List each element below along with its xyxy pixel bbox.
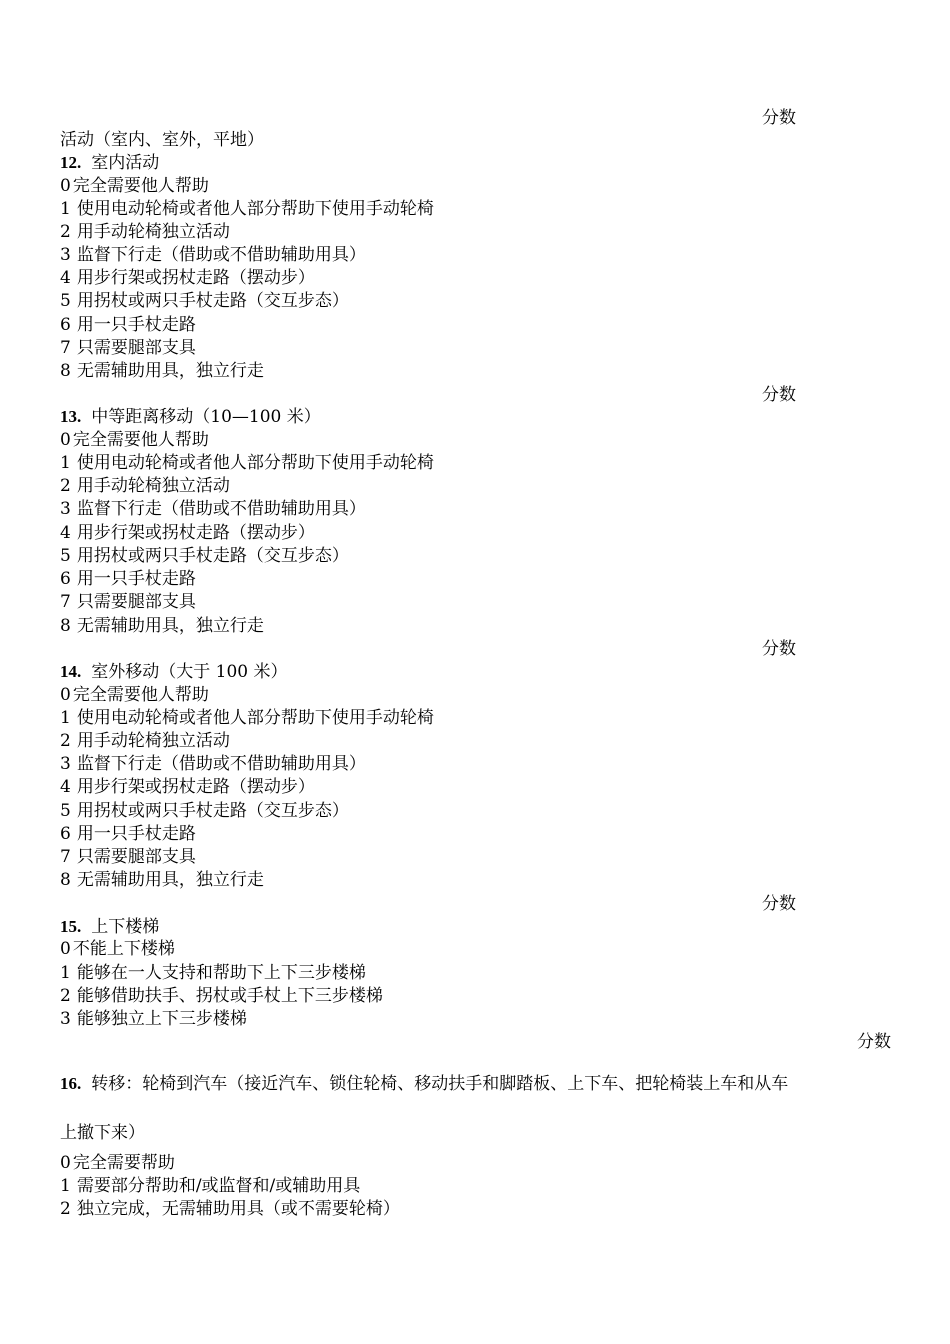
item-value: 5: [60, 801, 71, 821]
list-item: [60, 337, 196, 359]
section-title: 室内活动: [91, 153, 160, 173]
list-item: [60, 498, 366, 520]
section-title: 室外移动（大于 100 米）: [91, 662, 288, 682]
item-text: 需要部分帮助和/或监督和/或辅助用具: [76, 1176, 361, 1196]
list-item: [60, 684, 209, 706]
score-label: 分数: [762, 894, 796, 914]
score-label: 分数: [762, 108, 796, 128]
item-text: 无需辅助用具，独立行走: [76, 616, 264, 636]
item-text: 监督下行走（借助或不借助辅助用具）: [76, 245, 366, 265]
list-item: [60, 1175, 360, 1197]
item-value: 7: [60, 338, 71, 358]
section-number: 15.: [60, 917, 82, 936]
item-value: 1: [60, 453, 71, 473]
item-text: 无需辅助用具，独立行走: [76, 361, 264, 381]
section-title-continuation: 上撤下来）: [60, 1123, 145, 1143]
item-value: 7: [60, 592, 71, 612]
section-title: 上下楼梯: [91, 917, 160, 937]
list-item: [60, 1152, 175, 1174]
item-text: 用手动轮椅独立活动: [76, 222, 230, 242]
item-value: 6: [60, 315, 71, 335]
item-value: 6: [60, 569, 71, 589]
item-value: 1: [60, 1176, 71, 1196]
list-item: [60, 753, 366, 775]
item-value: 1: [60, 199, 71, 219]
list-item: [60, 221, 230, 243]
list-item: [60, 938, 175, 960]
list-item: [60, 846, 196, 868]
item-value: 1: [60, 963, 71, 983]
list-item: [60, 869, 264, 891]
item-text: 用拐杖或两只手杖走路（交互步态）: [76, 801, 349, 821]
item-text: 使用电动轮椅或者他人部分帮助下使用手动轮椅: [76, 708, 434, 728]
item-text: 用步行架或拐杖走路（摆动步）: [76, 268, 315, 288]
item-value: 2: [60, 1199, 71, 1219]
item-value: 0: [60, 939, 71, 959]
item-value: 3: [60, 754, 71, 774]
list-item: [60, 314, 196, 336]
list-item: [60, 1008, 247, 1030]
list-item: [60, 962, 366, 984]
item-text: 只需要腿部支具: [76, 847, 196, 867]
section-heading: [60, 152, 159, 174]
item-text: 使用电动轮椅或者他人部分帮助下使用手动轮椅: [76, 453, 434, 473]
item-text: 用一只手杖走路: [76, 569, 196, 589]
section-heading: [60, 661, 288, 683]
item-value: 7: [60, 847, 71, 867]
item-value: 5: [60, 546, 71, 566]
item-value: 8: [60, 616, 71, 636]
item-text: 监督下行走（借助或不借助辅助用具）: [76, 499, 366, 519]
item-value: 4: [60, 523, 71, 543]
item-text: 完全需要他人帮助: [72, 685, 209, 705]
list-item: [60, 267, 315, 289]
item-text: 用手动轮椅独立活动: [76, 731, 230, 751]
item-text: 只需要腿部支具: [76, 338, 196, 358]
item-text: 用拐杖或两只手杖走路（交互步态）: [76, 546, 349, 566]
score-label: 分数: [762, 639, 796, 659]
item-text: 完全需要他人帮助: [72, 176, 209, 196]
section-heading: [60, 1073, 788, 1095]
list-item: [60, 707, 434, 729]
score-label: 分数: [762, 385, 796, 405]
list-item: [60, 823, 196, 845]
list-item: [60, 452, 434, 474]
section-heading: [60, 406, 321, 428]
item-value: 8: [60, 361, 71, 381]
list-item: [60, 1198, 400, 1220]
list-item: [60, 776, 315, 798]
list-item: [60, 800, 349, 822]
item-value: 2: [60, 731, 71, 751]
item-value: 4: [60, 777, 71, 797]
item-value: 0: [60, 685, 71, 705]
section-title: 转移：轮椅到汽车（接近汽车、锁住轮椅、移动扶手和脚踏板、上下车、把轮椅装上车和从车: [91, 1074, 789, 1094]
item-value: 6: [60, 824, 71, 844]
item-text: 无需辅助用具，独立行走: [76, 870, 264, 890]
item-value: 3: [60, 499, 71, 519]
list-item: [60, 360, 264, 382]
section-title: 中等距离移动（10—100 米）: [91, 407, 321, 427]
list-item: [60, 568, 196, 590]
item-text: 用手动轮椅独立活动: [76, 476, 230, 496]
item-text: 用步行架或拐杖走路（摆动步）: [76, 777, 315, 797]
list-item: [60, 244, 366, 266]
item-value: 3: [60, 245, 71, 265]
item-text: 完全需要他人帮助: [72, 430, 209, 450]
list-item: [60, 475, 230, 497]
item-value: 0: [60, 430, 71, 450]
section-heading: [60, 916, 159, 938]
section-number: 14.: [60, 662, 82, 681]
section-number: 12.: [60, 153, 82, 172]
item-text: 独立完成，无需辅助用具（或不需要轮椅）: [76, 1199, 400, 1219]
list-item: [60, 290, 349, 312]
list-item: [60, 198, 434, 220]
item-text: 只需要腿部支具: [76, 592, 196, 612]
item-value: 2: [60, 986, 71, 1006]
item-value: 8: [60, 870, 71, 890]
item-text: 使用电动轮椅或者他人部分帮助下使用手动轮椅: [76, 199, 434, 219]
item-text: 用步行架或拐杖走路（摆动步）: [76, 523, 315, 543]
item-value: 2: [60, 476, 71, 496]
list-item: [60, 545, 349, 567]
item-value: 0: [60, 176, 71, 196]
item-text: 能够独立上下三步楼梯: [76, 1009, 247, 1029]
item-text: 完全需要帮助: [72, 1153, 175, 1173]
item-text: 用一只手杖走路: [76, 315, 196, 335]
section-number: 13.: [60, 407, 82, 426]
score-label: 分数: [857, 1032, 891, 1052]
item-text: 用一只手杖走路: [76, 824, 196, 844]
list-item: [60, 591, 196, 613]
item-text: 用拐杖或两只手杖走路（交互步态）: [76, 291, 349, 311]
list-item: [60, 175, 209, 197]
list-item: [60, 522, 315, 544]
item-text: 监督下行走（借助或不借助辅助用具）: [76, 754, 366, 774]
item-value: 1: [60, 708, 71, 728]
item-text: 能够在一人支持和帮助下上下三步楼梯: [76, 963, 366, 983]
item-value: 2: [60, 222, 71, 242]
list-item: [60, 985, 383, 1007]
list-item: [60, 615, 264, 637]
item-value: 4: [60, 268, 71, 288]
list-item: [60, 730, 230, 752]
intro-heading: 活动（室内、室外，平地）: [60, 130, 264, 150]
list-item: [60, 429, 209, 451]
item-value: 5: [60, 291, 71, 311]
item-value: 0: [60, 1153, 71, 1173]
item-value: 3: [60, 1009, 71, 1029]
section-number: 16.: [60, 1074, 82, 1093]
item-text: 能够借助扶手、拐杖或手杖上下三步楼梯: [76, 986, 383, 1006]
item-text: 不能上下楼梯: [72, 939, 175, 959]
